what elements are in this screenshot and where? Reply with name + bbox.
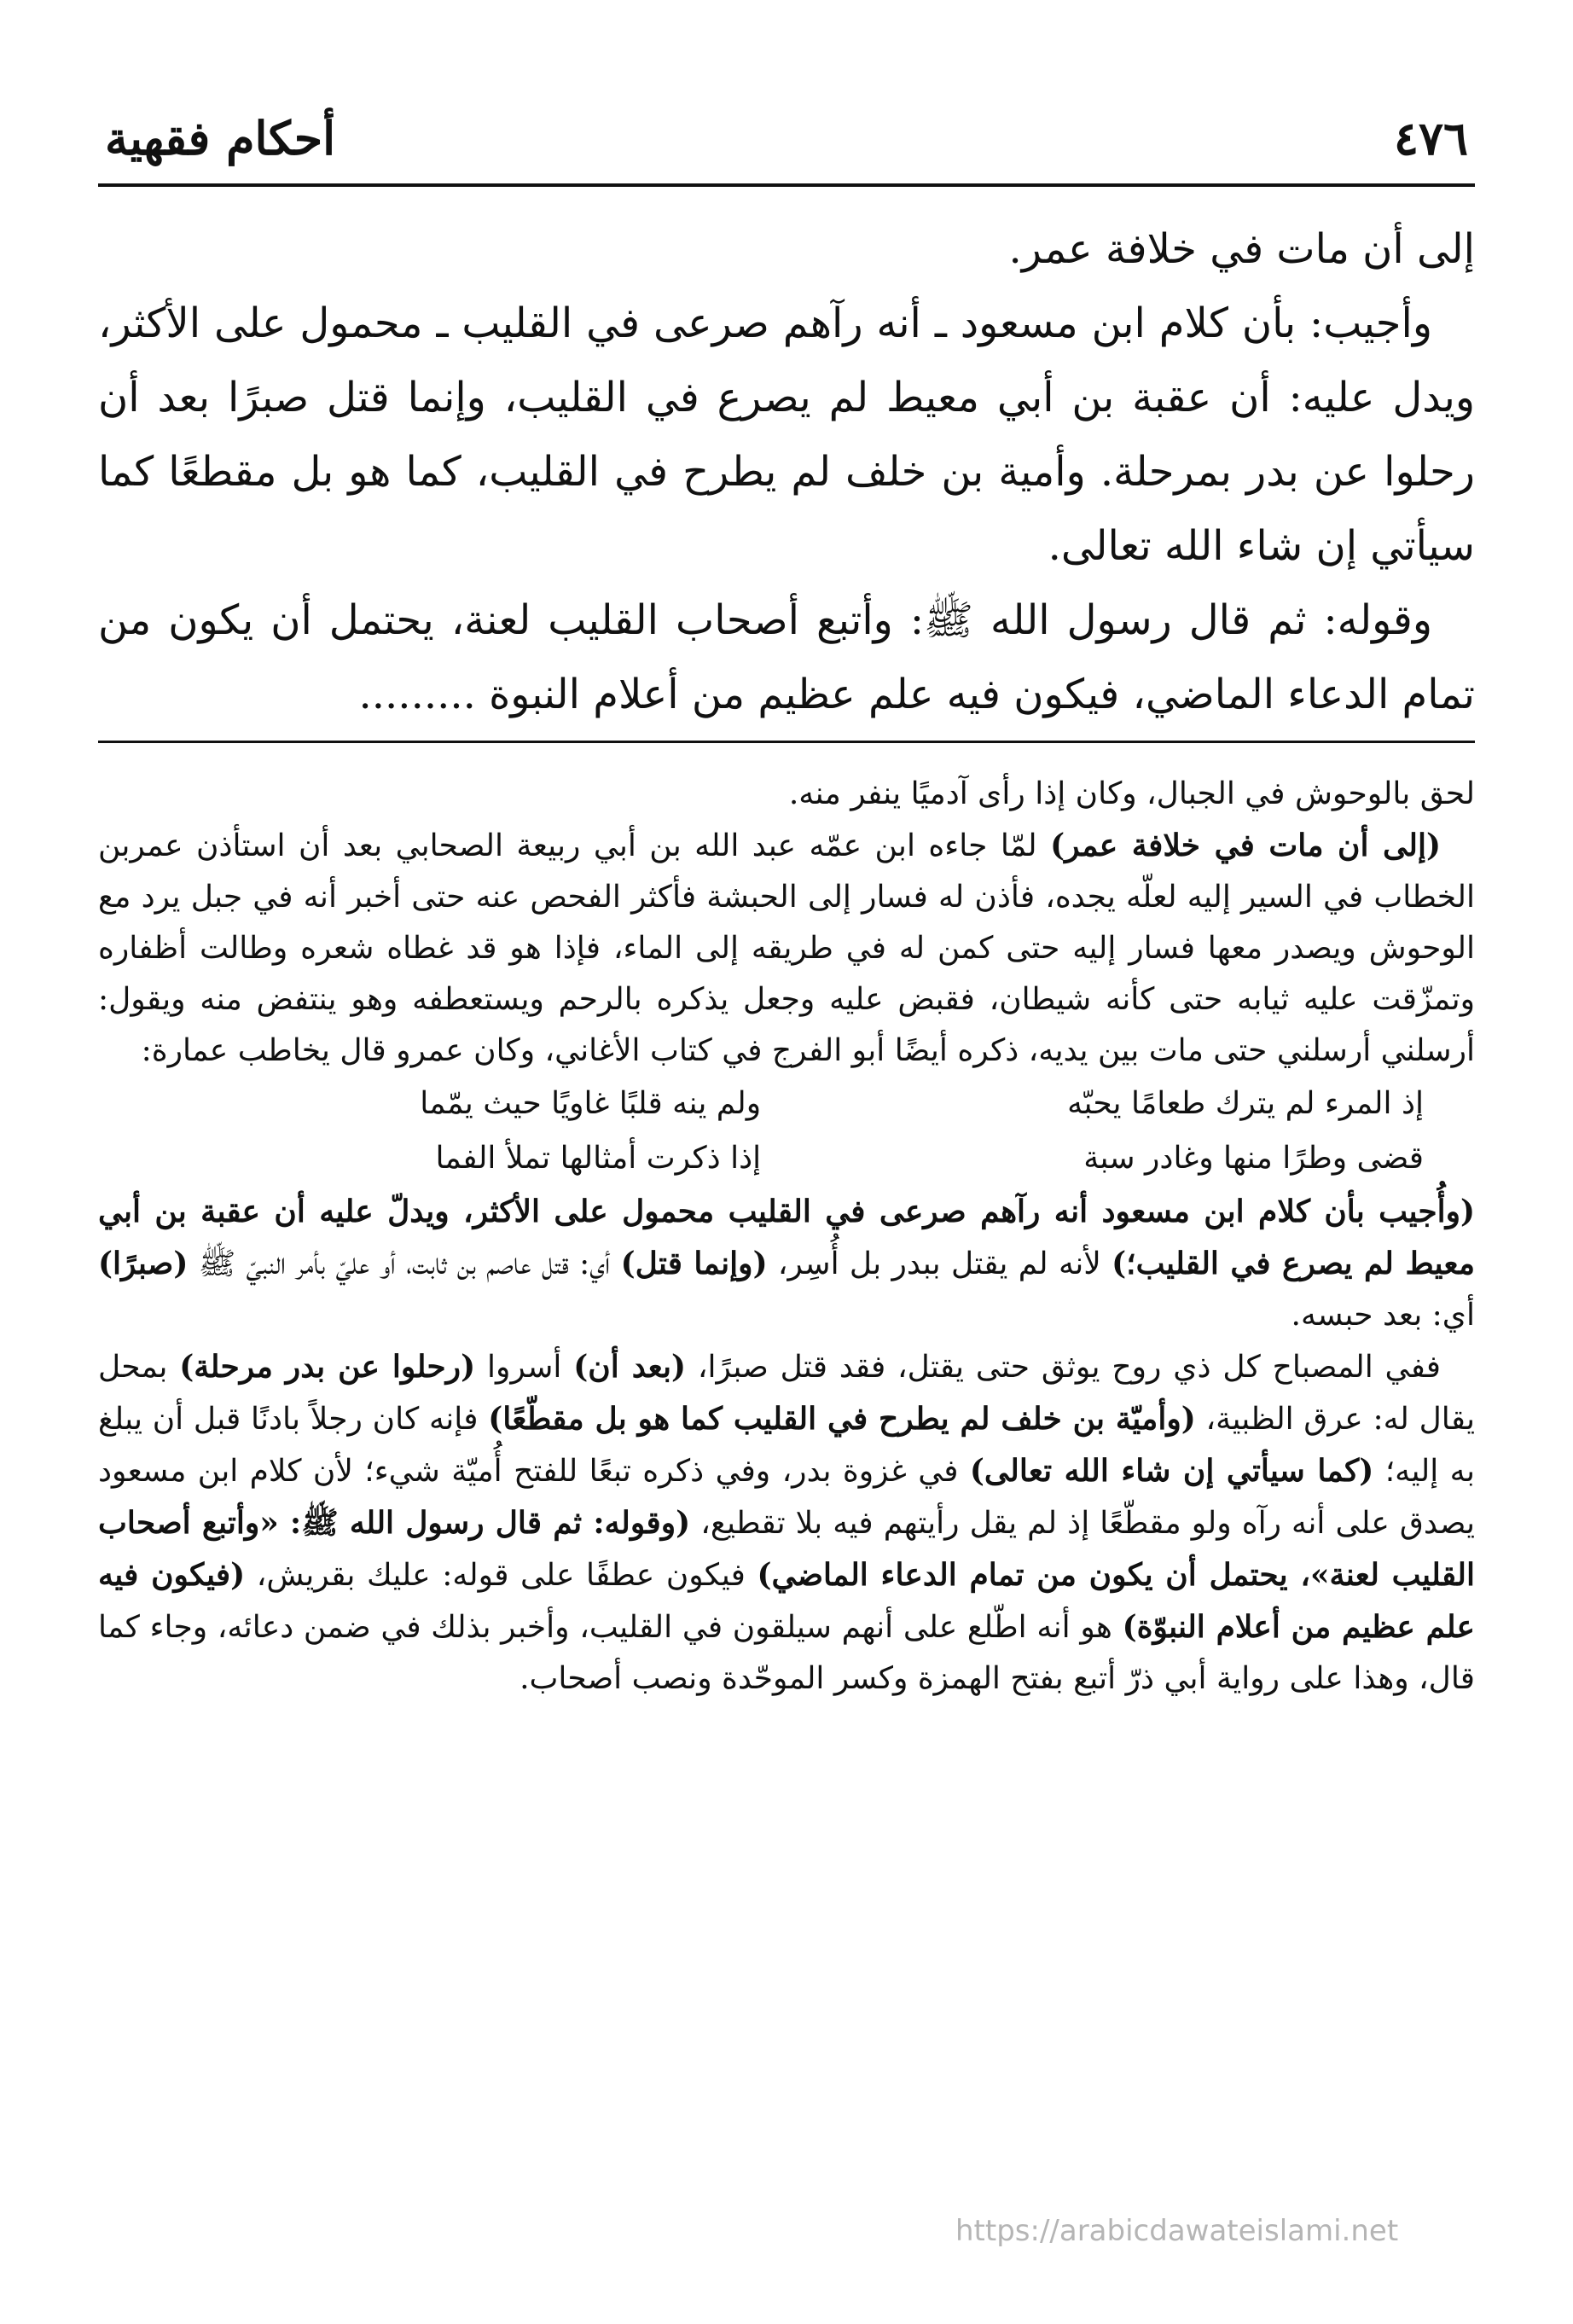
poem-hemistich-second: إذا ذكرت أمثالها تملأ الفما <box>435 1141 762 1176</box>
commentary-paragraph-2 <box>98 820 1475 1077</box>
commentary-text: بمحل يقال له: عرق الظبية، <box>98 1350 1475 1437</box>
commentary-text: أسروا <box>475 1350 574 1385</box>
commentary-text: لأنه لم يقتل ببدر بل أُسِر، <box>767 1246 1112 1281</box>
main-paragraph-2: وأجيب: بأن كلام ابن مسعود ـ أنه رآهم صرعى في القليب ـ محمول على الأكثر، ويدل عليه: أن عقبة بن أبي معيط لم يصرع في القليب، وإنما قتل صبرًا بعد أن رحلوا عن بدر بمرحلة. وأمية بن خلف لم يطرح في القليب، كما هو بل مقطعًا كما سيأتي إن شاء الله تعالى. <box>98 299 1475 570</box>
commentary-paragraph-4 <box>98 1341 1475 1705</box>
page-number: ٤٧٦ <box>1393 111 1468 166</box>
commentary-text: لمّا جاءه ابن عمّه عبد الله بن أبي ربيعة الصحابي بعد أن استأذن عمربن الخطاب في السير إليه لعلّه يجده، فأذن له فسار إلى الحبشة فأكثر الفحص عنه حتى أخبر أنه في جبل يرد مع الوحوش ويصدر معها فسار إليه حتى كمن له في طريقه إلى الماء، فإذا هو قد غطاه شعره وطالت أظفاره وتمزّقت عليه ثيابه حتى كأنه شيطان، فقبض عليه وجعل يذكره بالرحم ويستعطفه وهو ينتفض منه ويقول: أرسلني أرسلني حتى مات بين يديه، ذكره أيضًا أبو الفرج في كتاب الأغاني، وكان عمرو قال يخاطب عمارة: <box>98 828 1475 1068</box>
quoted-text: (إلى أن مات في خلافة عمر) <box>1050 828 1442 863</box>
running-title: أحكام فقهية <box>105 111 336 166</box>
commentary-text: فإنه كان رجلاً بادنًا قبل أن يبلغ به إليه؛ <box>98 1402 1475 1489</box>
watermark-url: https://arabicdawateislami.net <box>955 2214 1399 2248</box>
poem-hemistich-second: ولم ينه قلبًا غاويًا حيث يمّما <box>420 1086 762 1121</box>
quoted-text: (وأُجيب بأن كلام ابن مسعود أنه رآهم صرعى في القليب محمول على الأكثر، ويدلّ عليه أن عقبة بن أبي معيط لم يصرع في القليب؛) <box>98 1194 1476 1281</box>
page-header <box>98 102 1475 187</box>
commentary-text: أي: قتل عاصم بن ثابت، أو عليّ بأمر النبيّ ﷺ <box>188 1246 621 1281</box>
commentary-paragraph-3 <box>98 1186 1475 1341</box>
book-page <box>98 102 1475 2273</box>
commentary-text: أي: بعد حبسه. <box>1291 1298 1475 1333</box>
poem-hemistich-first: إذ المرء لم يترك طعامًا يحبّه <box>1067 1086 1424 1121</box>
quoted-text: (وإنما قتل) <box>620 1246 768 1281</box>
quoted-text: (وأميّة بن خلف لم يطرح في القليب كما هو بل مقطّعًا) <box>488 1401 1196 1437</box>
commentary <box>98 769 1475 1705</box>
poem-verse <box>149 1131 1424 1186</box>
footnote-separator <box>98 741 1475 743</box>
poem-hemistich-first: قضى وطرًا منها وغادر سبة <box>1083 1141 1424 1176</box>
commentary-text: فيكون عطفًا على قوله: عليك بقريش، <box>245 1558 757 1593</box>
quoted-text: (رحلوا عن بدر مرحلة) <box>179 1349 476 1385</box>
quoted-text: (بعد أن) <box>573 1349 687 1385</box>
main-paragraph-3: وقوله: ثم قال رسول الله ﷺ: وأتبع أصحاب القليب لعنة، يحتمل أن يكون من تمام الدعاء الماضي، فيكون فيه علم عظيم من أعلام النبوة ......... <box>98 596 1475 718</box>
poem <box>149 1077 1424 1186</box>
commentary-paragraph-1: لحق بالوحوش في الجبال، وكان إذا رأى آدميًا ينفر منه. <box>788 776 1475 811</box>
commentary-text: ففي المصباح كل ذي روح يوثق حتى يقتل، فقد قتل صبرًا، <box>686 1350 1441 1385</box>
poem-verse <box>149 1077 1424 1131</box>
quoted-text: (صبرًا) <box>98 1246 189 1281</box>
quoted-text: (وقوله: ثم قال رسول الله ﷺ: «وأتبع أصحاب القليب لعنة»، يحتمل أن يكون من تمام الدعاء الماضي) <box>98 1505 1475 1593</box>
commentary-text: هو أنه اطّلع على أنهم سيلقون في القليب، وأخبر بذلك في ضمن دعائه، وجاء كما قال، وهذا على رواية أبي ذرّ أتبع بفتح الهمزة وكسر الموحّدة ونصب أصحاب. <box>98 1610 1475 1696</box>
quoted-text: (كما سيأتي إن شاء الله تعالى) <box>969 1453 1374 1489</box>
quoted-text: (فيكون فيه علم عظيم من أعلام النبوّة) <box>98 1557 1476 1645</box>
main-text <box>98 212 1475 732</box>
main-paragraph-1: إلى أن مات في خلافة عمر. <box>1008 225 1475 273</box>
commentary-text: في غزوة بدر، وفي ذكره تبعًا للفتح أُميّة شيء؛ لأن كلام ابن مسعود يصدق على أنه رآه ولو مقطّعًا إذ لم يقل رأيتهم فيه بلا تقطيع، <box>98 1454 1476 1541</box>
